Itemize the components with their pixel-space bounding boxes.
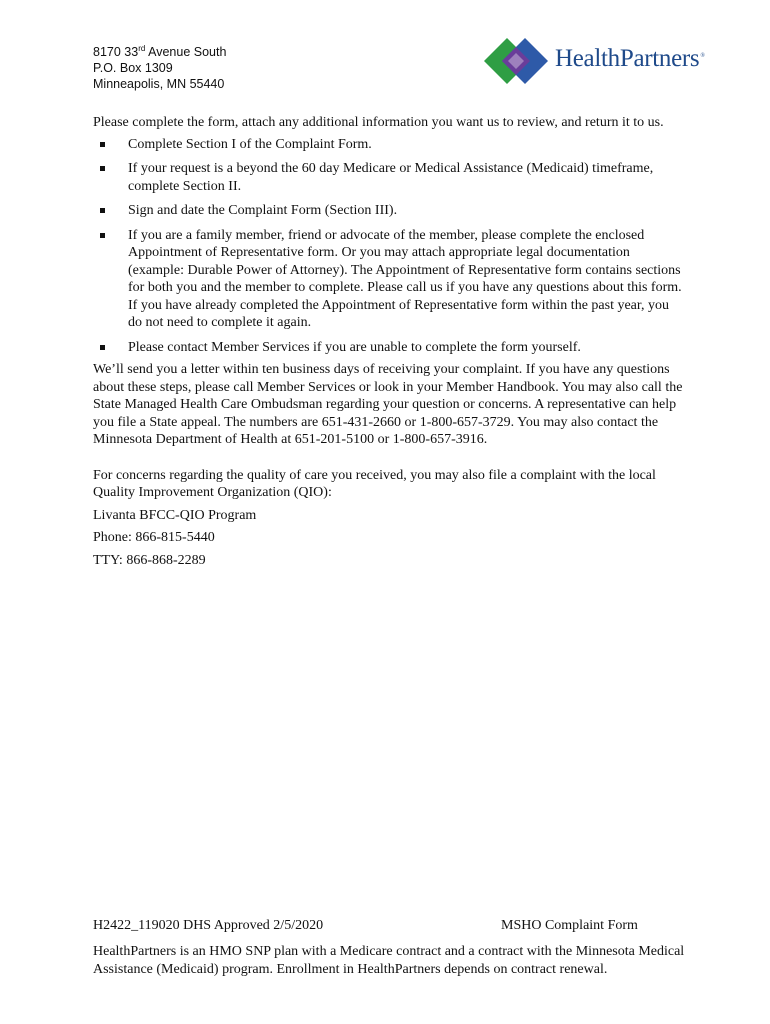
instruction-item: Complete Section I of the Complaint Form. [93,136,683,154]
instruction-list [93,136,683,357]
qio-tty: TTY: 866-868-2289 [93,552,206,568]
footer-disclaimer: HealthPartners is an HMO SNP plan with a Medicare contract and a contract with the Minnesota Medical Assistance (Medicaid) program. Enrollment in HealthPartners depends on contract renewal. [93,944,685,977]
healthpartners-logo [484,38,724,84]
qio-phone: Phone: 866-815-5440 [93,530,215,545]
square-bullet-icon [100,208,105,213]
letter-paragraph: We’ll send you a letter within ten business days of receiving your complaint. If you have any questions about these steps, please call Member Services or look in your Member Handbook. You may also call the State Managed Health Care Ombudsman regarding your question or concerns. A representative can help you file a State appeal. The numbers are 651-431-2660 or 1-800-657-3729. You may also contact the Minnesota Department of Health at 651-201-5100 or 1-800-657-3916. [93,362,683,447]
body-content [93,114,683,569]
qio-paragraph: For concerns regarding the quality of care you received, you may also file a complaint with the local Quality Improvement Organization (QIO): [93,467,656,500]
return-address [93,44,226,92]
footer-form-title: MSHO Complaint Form [501,918,638,933]
address-line-2: P.O. Box 1309 [93,61,173,75]
intro-paragraph: Please complete the form, attach any additional information you want us to review, and return it to us. [93,115,664,130]
instruction-item: Please contact Member Services if you are unable to complete the form yourself. [93,339,683,357]
instruction-item: If your request is a beyond the 60 day Medicare or Medical Assistance (Medicaid) timeframe, complete Section II. [93,160,683,195]
logo-wordmark: HealthPartners® [555,45,705,72]
square-bullet-icon [100,233,105,238]
instruction-item: If you are a family member, friend or advocate of the member, please complete the enclosed Appointment of Representative form. Or you may attach appropriate legal documentation (example: Durable Power of Attorney). The Appointment of Representative form contains sections for both you and the member to complete. Please call us if you have any questions about this form. If you have already completed the Appointment of Representative form within the past year, you do not need to complete it again. [93,227,683,332]
logo-diamond-icon [484,38,550,84]
instruction-item: Sign and date the Complaint Form (Section III). [93,202,683,220]
footer-approval-code: H2422_119020 DHS Approved 2/5/2020 [93,918,324,933]
address-line-3: Minneapolis, MN 55440 [93,77,225,91]
qio-program-name: Livanta BFCC-QIO Program [93,507,257,523]
square-bullet-icon [100,166,105,171]
square-bullet-icon [100,345,105,350]
address-line-1: 8170 33rd Avenue South [93,44,227,59]
square-bullet-icon [100,142,105,147]
